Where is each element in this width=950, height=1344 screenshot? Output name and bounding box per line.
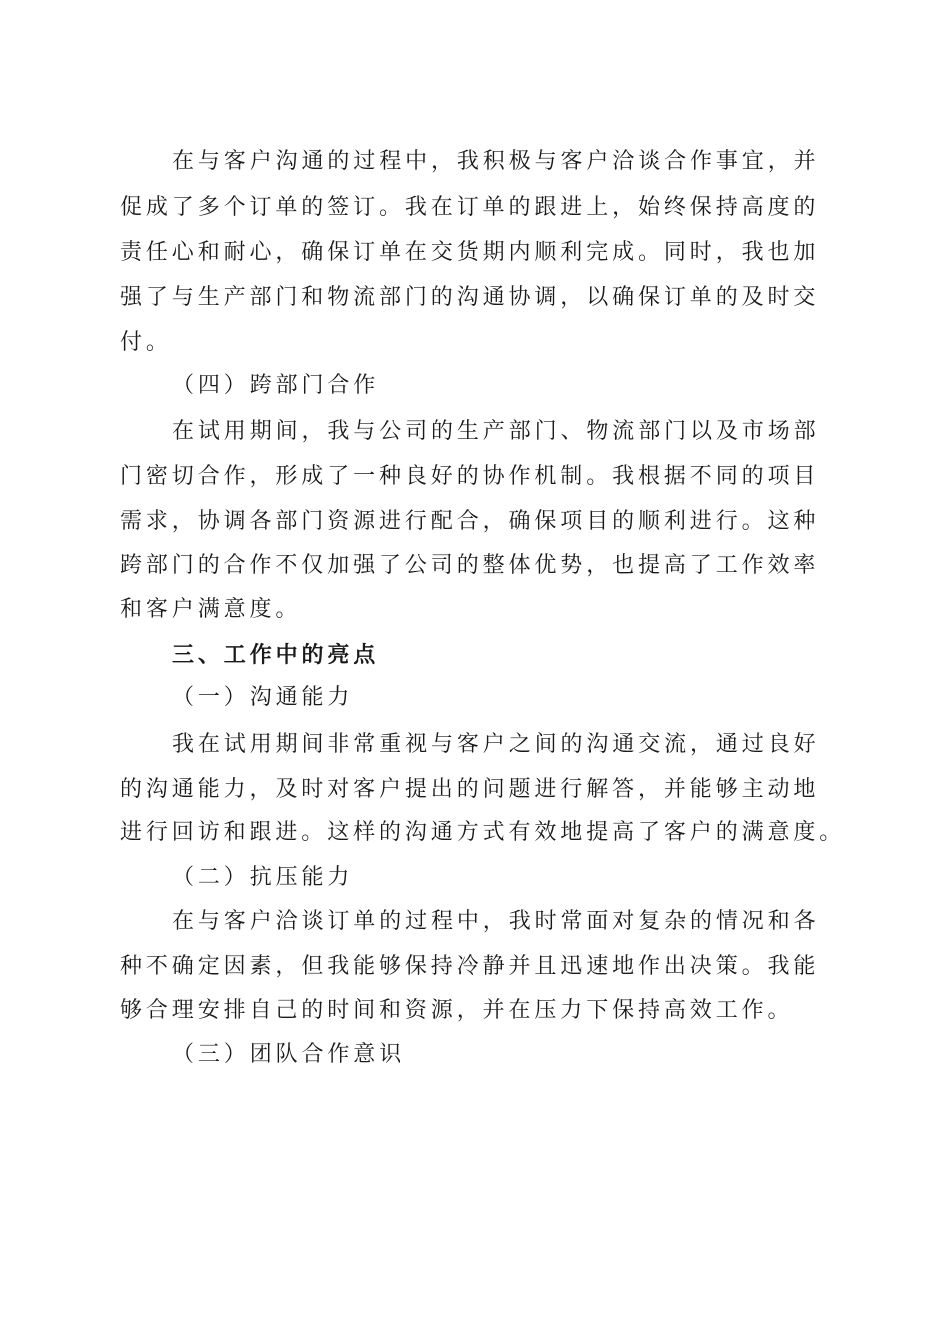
paragraph-line: 和客户满意度。 (120, 597, 302, 622)
paragraph-line: 够合理安排自己的时间和资源，并在压力下保持高效工作。 (120, 998, 794, 1023)
paragraph-line: 跨部门的合作不仅加强了公司的整体优势，也提高了工作效率 (120, 553, 820, 578)
paragraph-line: 种不确定因素，但我能够保持冷静并且迅速地作出决策。我能 (120, 954, 820, 979)
paragraph-line: 进行回访和跟进。这样的沟通方式有效地提高了客户的满意度。 (120, 820, 846, 845)
paragraph-line: 的沟通能力，及时对客户提出的问题进行解答，并能够主动地 (120, 777, 820, 802)
paragraph-line: 我在试用期间非常重视与客户之间的沟通交流，通过良好 (172, 732, 820, 757)
paragraph-line: 责任心和耐心，确保订单在交货期内顺利完成。同时，我也加 (120, 240, 820, 265)
subsection-heading: （一）沟通能力 (172, 685, 354, 710)
paragraph-line: 需求，协调各部门资源进行配合，确保项目的顺利进行。这种 (120, 509, 820, 534)
paragraph-line: 门密切合作，形成了一种良好的协作机制。我根据不同的项目 (120, 464, 820, 489)
paragraph-line: 强了与生产部门和物流部门的沟通协调，以确保订单的及时交 (120, 285, 820, 310)
paragraph-line: 在试用期间，我与公司的生产部门、物流部门以及市场部 (172, 419, 820, 444)
paragraph-line: 付。 (120, 330, 172, 355)
paragraph-line: 促成了多个订单的签订。我在订单的跟进上，始终保持高度的 (120, 195, 820, 220)
subsection-heading: （三）团队合作意识 (172, 1042, 406, 1067)
subsection-heading: （二）抗压能力 (172, 865, 354, 890)
paragraph-line: 在与客户洽谈订单的过程中，我时常面对复杂的情况和各 (172, 909, 820, 934)
subsection-heading: （四）跨部门合作 (172, 373, 380, 398)
paragraph-line: 在与客户沟通的过程中，我积极与客户洽谈合作事宜，并 (172, 149, 820, 174)
section-heading: 三、工作中的亮点 (172, 642, 380, 668)
